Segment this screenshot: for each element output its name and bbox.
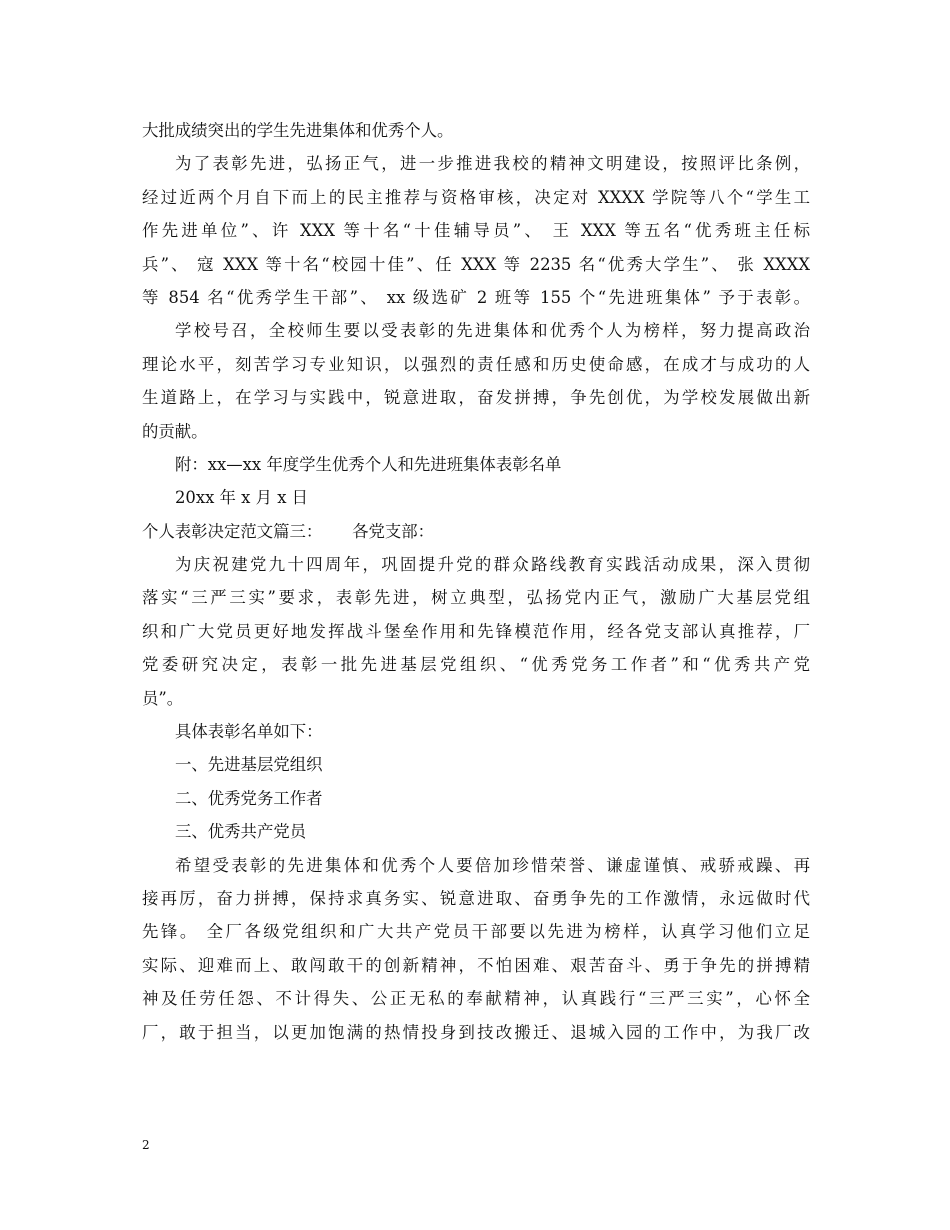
- text-line: 理论水平，刻苦学习专业知识，以强烈的责任感和历史使命感，在成才与成功的人: [142, 354, 810, 374]
- text-line: 等 854 名“优秀学生干部”、 xx 级选矿 2 班等 155 个“先进班集体” 予于表彰。: [142, 287, 810, 307]
- text-line: 附：xx—xx 年度学生优秀个人和先进班集体表彰名单: [175, 454, 562, 474]
- text-line: 二、优秀党务工作者: [175, 788, 323, 808]
- text-line: 员”。: [142, 688, 184, 708]
- text-line: 20xx 年 x 月 x 日: [175, 488, 309, 508]
- text-line: 实际、迎难而上、敢闯敢干的创新精神，不怕困难、艰苦奋斗、勇于争先的拼搏精: [142, 955, 810, 975]
- page-number: 2: [142, 1138, 150, 1152]
- text-line: 作先进单位”、许 XXX 等十名“十佳辅导员”、 王 XXX 等五名“优秀班主任标: [142, 221, 810, 241]
- text-line: 织和广大党员更好地发挥战斗堡垒作用和先锋模范作用，经各党支部认真推荐，厂: [142, 621, 810, 641]
- text-line: 具体表彰名单如下：: [175, 722, 323, 742]
- text-line: 接再厉，奋力拼搏，保持求真务实、锐意进取、奋勇争先的工作激情，永远做时代: [142, 888, 810, 908]
- text-line: 兵”、 寇 XXX 等十名“校园十佳”、任 XXX 等 2235 名“优秀大学生”、 张 XXXX: [142, 254, 810, 274]
- text-line: 党委研究决定，表彰一批先进基层党组织、“优秀党务工作者”和“优秀共产党: [142, 655, 810, 675]
- text-line: 学校号召，全校师生要以受表彰的先进集体和优秀个人为榜样，努力提高政治: [175, 321, 810, 341]
- document-body: [142, 114, 810, 1049]
- text-line: 厂，敢于担当，以更加饱满的热情投身到技改搬迁、退城入园的工作中，为我厂改: [142, 1022, 810, 1042]
- text-line: 的贡献。: [142, 421, 208, 441]
- text-line: 三、优秀共产党员: [175, 822, 307, 842]
- text-line: 为庆祝建党九十四周年，巩固提升党的群众路线教育实践活动成果，深入贯彻: [175, 555, 810, 575]
- text-line: 先锋。 全厂各级党组织和广大共产党员干部要以先进为榜样，认真学习他们立足: [142, 922, 810, 942]
- text-line: 为了表彰先进，弘扬正气，进一步推进我校的精神文明建设，按照评比条例，: [175, 154, 810, 174]
- text-line: 希望受表彰的先进集体和优秀个人要倍加珍惜荣誉、谦虚谨慎、戒骄戒躁、再: [175, 855, 810, 875]
- text-line: 一、先进基层党组织: [175, 755, 323, 775]
- text-line: 大批成绩突出的学生先进集体和优秀个人。: [142, 121, 454, 140]
- text-line: 神及任劳任怨、不计得失、公正无私的奉献精神，认真践行“三严三实”，心怀全: [142, 989, 810, 1009]
- text-line: 落实“三严三实”要求，表彰先进，树立典型，弘扬党内正气，激励广大基层党组: [142, 588, 810, 608]
- text-line: 生道路上，在学习与实践中，锐意进取，奋发拼搏，争先创优，为学校发展做出新: [142, 388, 810, 408]
- text-line: 个人表彰决定范文篇三： 各党支部：: [142, 521, 435, 541]
- text-line: 经过近两个月自下而上的民主推荐与资格审核，决定对 XXXX 学院等八个“学生工: [142, 187, 810, 207]
